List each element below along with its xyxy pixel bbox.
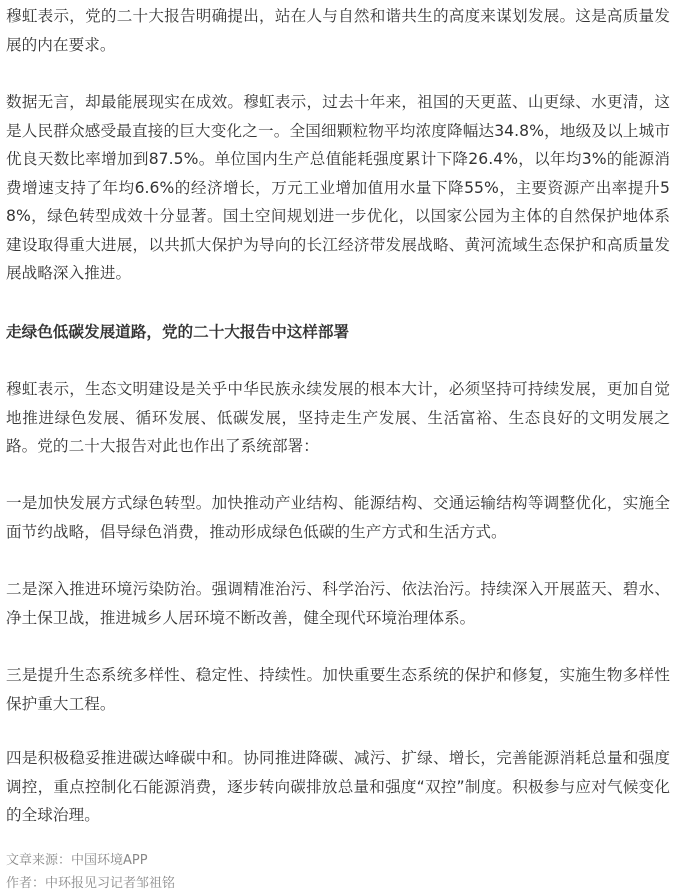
paragraph-point-two: 二是深入推进环境污染防治。强调精准治污、科学治污、依法治污。持续深入开展蓝天、碧水、净土保卫战，推进城乡人居环境不断改善，健全现代环境治理体系。 — [6, 580, 670, 627]
paragraph-point-three: 三是提升生态系统多样性、稳定性、持续性。加快重要生态系统的保护和修复，实施生物多样性保护重大工程。 — [6, 666, 670, 713]
paragraph-point-one: 一是加快发展方式绿色转型。加快推动产业结构、能源结构、交通运输结构等调整优化，实施全面节约战略，倡导绿色消费，推动形成绿色低碳的生产方式和生活方式。 — [6, 494, 670, 541]
paragraph-data: 数据无言，却最能展现实在成效。穆虹表示，过去十年来，祖国的天更蓝、山更绿、水更清，这是人民群众感受最直接的巨大变化之一。全国细颗粒物平均浓度降幅达34.8%，地级及以上城市优良天数比率增加到87.5%。单位国内生产总值能耗强度累计下降26.4%，以年均3%的能源消费增速支持了年均6.6%的经济增长，万元工业增加值用水量下降55%，主要资源产出率提升58%，绿色转型成效十分显著。国土空间规划进一步优化，以国家公园为主体的自然保护地体系建设取得重大进展，以共抓大保护为导向的长江经济带发展战略、黄河流域生态保护和高质量发展战略深入推进。 — [6, 93, 670, 282]
article-source: 文章来源：中国环境APP — [6, 853, 148, 868]
paragraph-intro: 穆虹表示，党的二十大报告明确提出，站在人与自然和谐共生的高度来谋划发展。这是高质量发展的内在要求。 — [6, 7, 670, 54]
article-author: 作者：中环报见习记者邹祖铭 — [6, 876, 176, 891]
section-heading: 走绿色低碳发展道路，党的二十大报告中这样部署 — [6, 323, 350, 341]
paragraph-point-four: 四是积极稳妥推进碳达峰碳中和。协同推进降碳、减污、扩绿、增长，完善能源消耗总量和强度调控，重点控制化石能源消费，逐步转向碳排放总量和强度“双控”制度。积极参与应对气候变化的全球治理。 — [6, 749, 670, 824]
paragraph-deployment: 穆虹表示，生态文明建设是关乎中华民族永续发展的根本大计，必须坚持可持续发展，更加自觉地推进绿色发展、循环发展、低碳发展，坚持走生产发展、生活富裕、生态良好的文明发展之路。党的二十大报告对此也作出了系统部署： — [6, 380, 670, 455]
